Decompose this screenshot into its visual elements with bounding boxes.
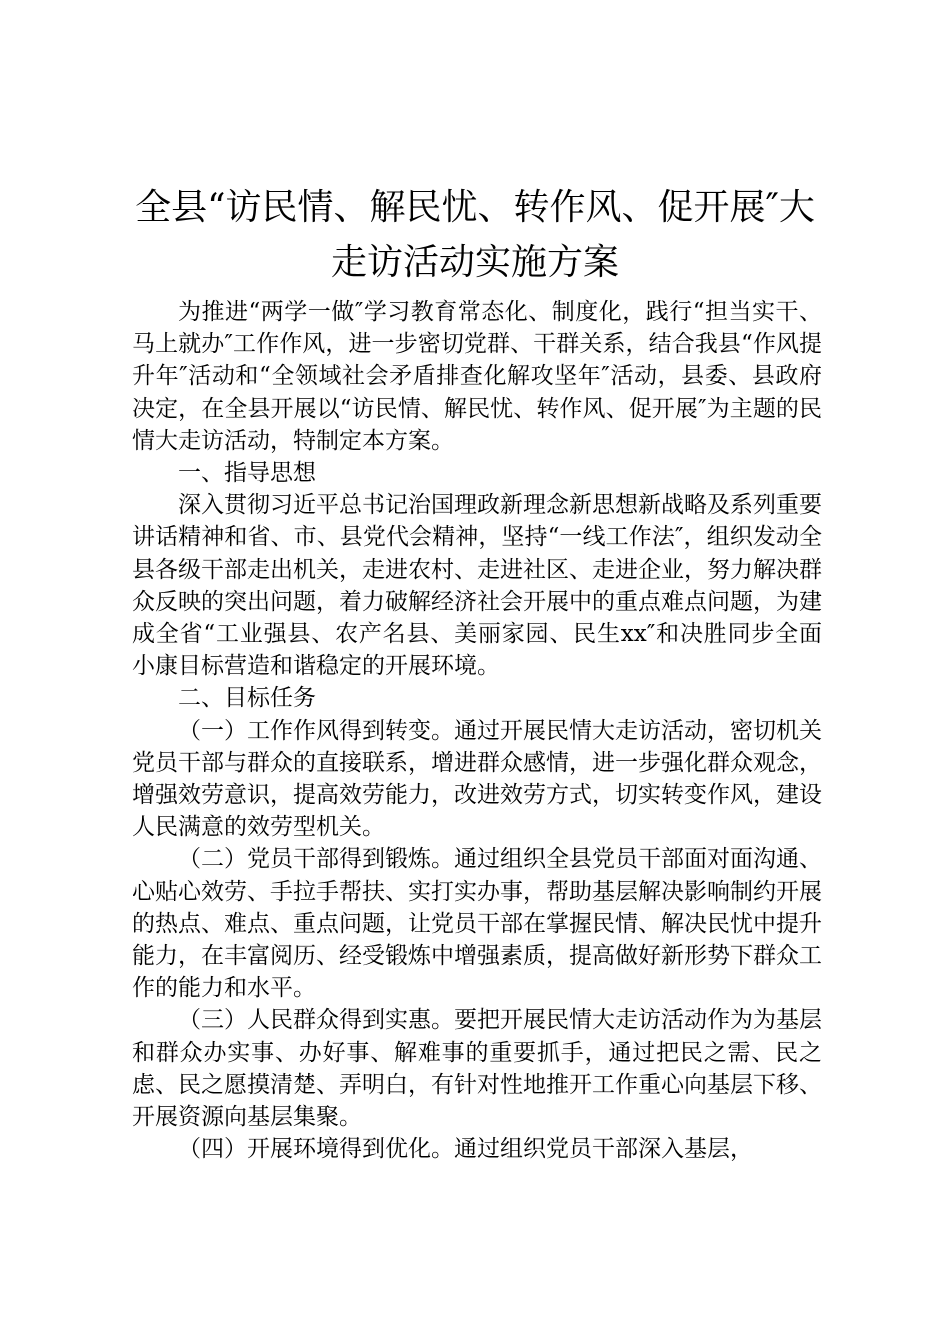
paragraph-goal-1: （一）工作作风得到转变。通过开展民情大走访活动，密切机关党员干部与群众的直接联系，增进群众感情，进一步强化群众观念，增强效劳意识，提高效劳能力，改进效劳方式，切实转变作风，建设人民满意的效劳型机关。	[132, 717, 822, 841]
paragraph-goal-4: （四）开展环境得到优化。通过组织党员干部深入基层，	[178, 1136, 753, 1163]
document-title-line-2: 走访活动实施方案	[330, 242, 619, 283]
paragraph-goal-2: （二）党员干部得到锻炼。通过组织全县党员干部面对面沟通、心贴心效劳、手拉手帮扶、实打实办事，帮助基层解决影响制约开展的热点、难点、重点问题，让党员干部在掌握民情、解决民忧中提升能力，在丰富阅历、经受锻炼中增强素质，提高做好新形势下群众工作的能力和水平。	[132, 846, 822, 1002]
paragraph-intro: 为推进“两学一做″学习教育常态化、制度化，践行“担当实干、马上就办″工作作风，进一步密切党群、干群关系，结合我县“作风提升年″活动和“全领域社会矛盾排查化解攻坚年″活动，县委、县政府决定，在全县开展以“访民情、解民忧、转作风、促开展″为主题的民情大走访活动，特制定本方案。	[132, 299, 822, 454]
section-heading-goals-tasks: 二、目标任务	[178, 685, 316, 712]
paragraph-guiding-ideology: 深入贯彻习近平总书记治国理政新理念新思想新战略及系列重要讲话精神和省、市、县党代会精神，坚持“一线工作法″，组织发动全县各级干部走出机关，走进农村、走进社区、走进企业，努力解决群众反映的突出问题，着力破解经济社会开展中的重点难点问题，为建成全省“工业强县、农产名县、美丽家园、民生xx″和决胜同步全面小康目标营造和谐稳定的开展环境。	[132, 492, 822, 680]
document-title-line-1: 全县“访民情、解民忧、转作风、促开展″大	[135, 187, 815, 228]
document-body	[132, 296, 822, 1165]
section-heading-guiding-ideology: 一、指导思想	[178, 460, 316, 487]
paragraph-goal-3: （三）人民群众得到实惠。要把开展民情大走访活动作为为基层和群众办实事、办好事、解难事的重要抓手，通过把民之需、民之虑、民之愿摸清楚、弄明白，有针对性地推开工作重心向基层下移、开展资源向基层集聚。	[132, 1007, 822, 1131]
